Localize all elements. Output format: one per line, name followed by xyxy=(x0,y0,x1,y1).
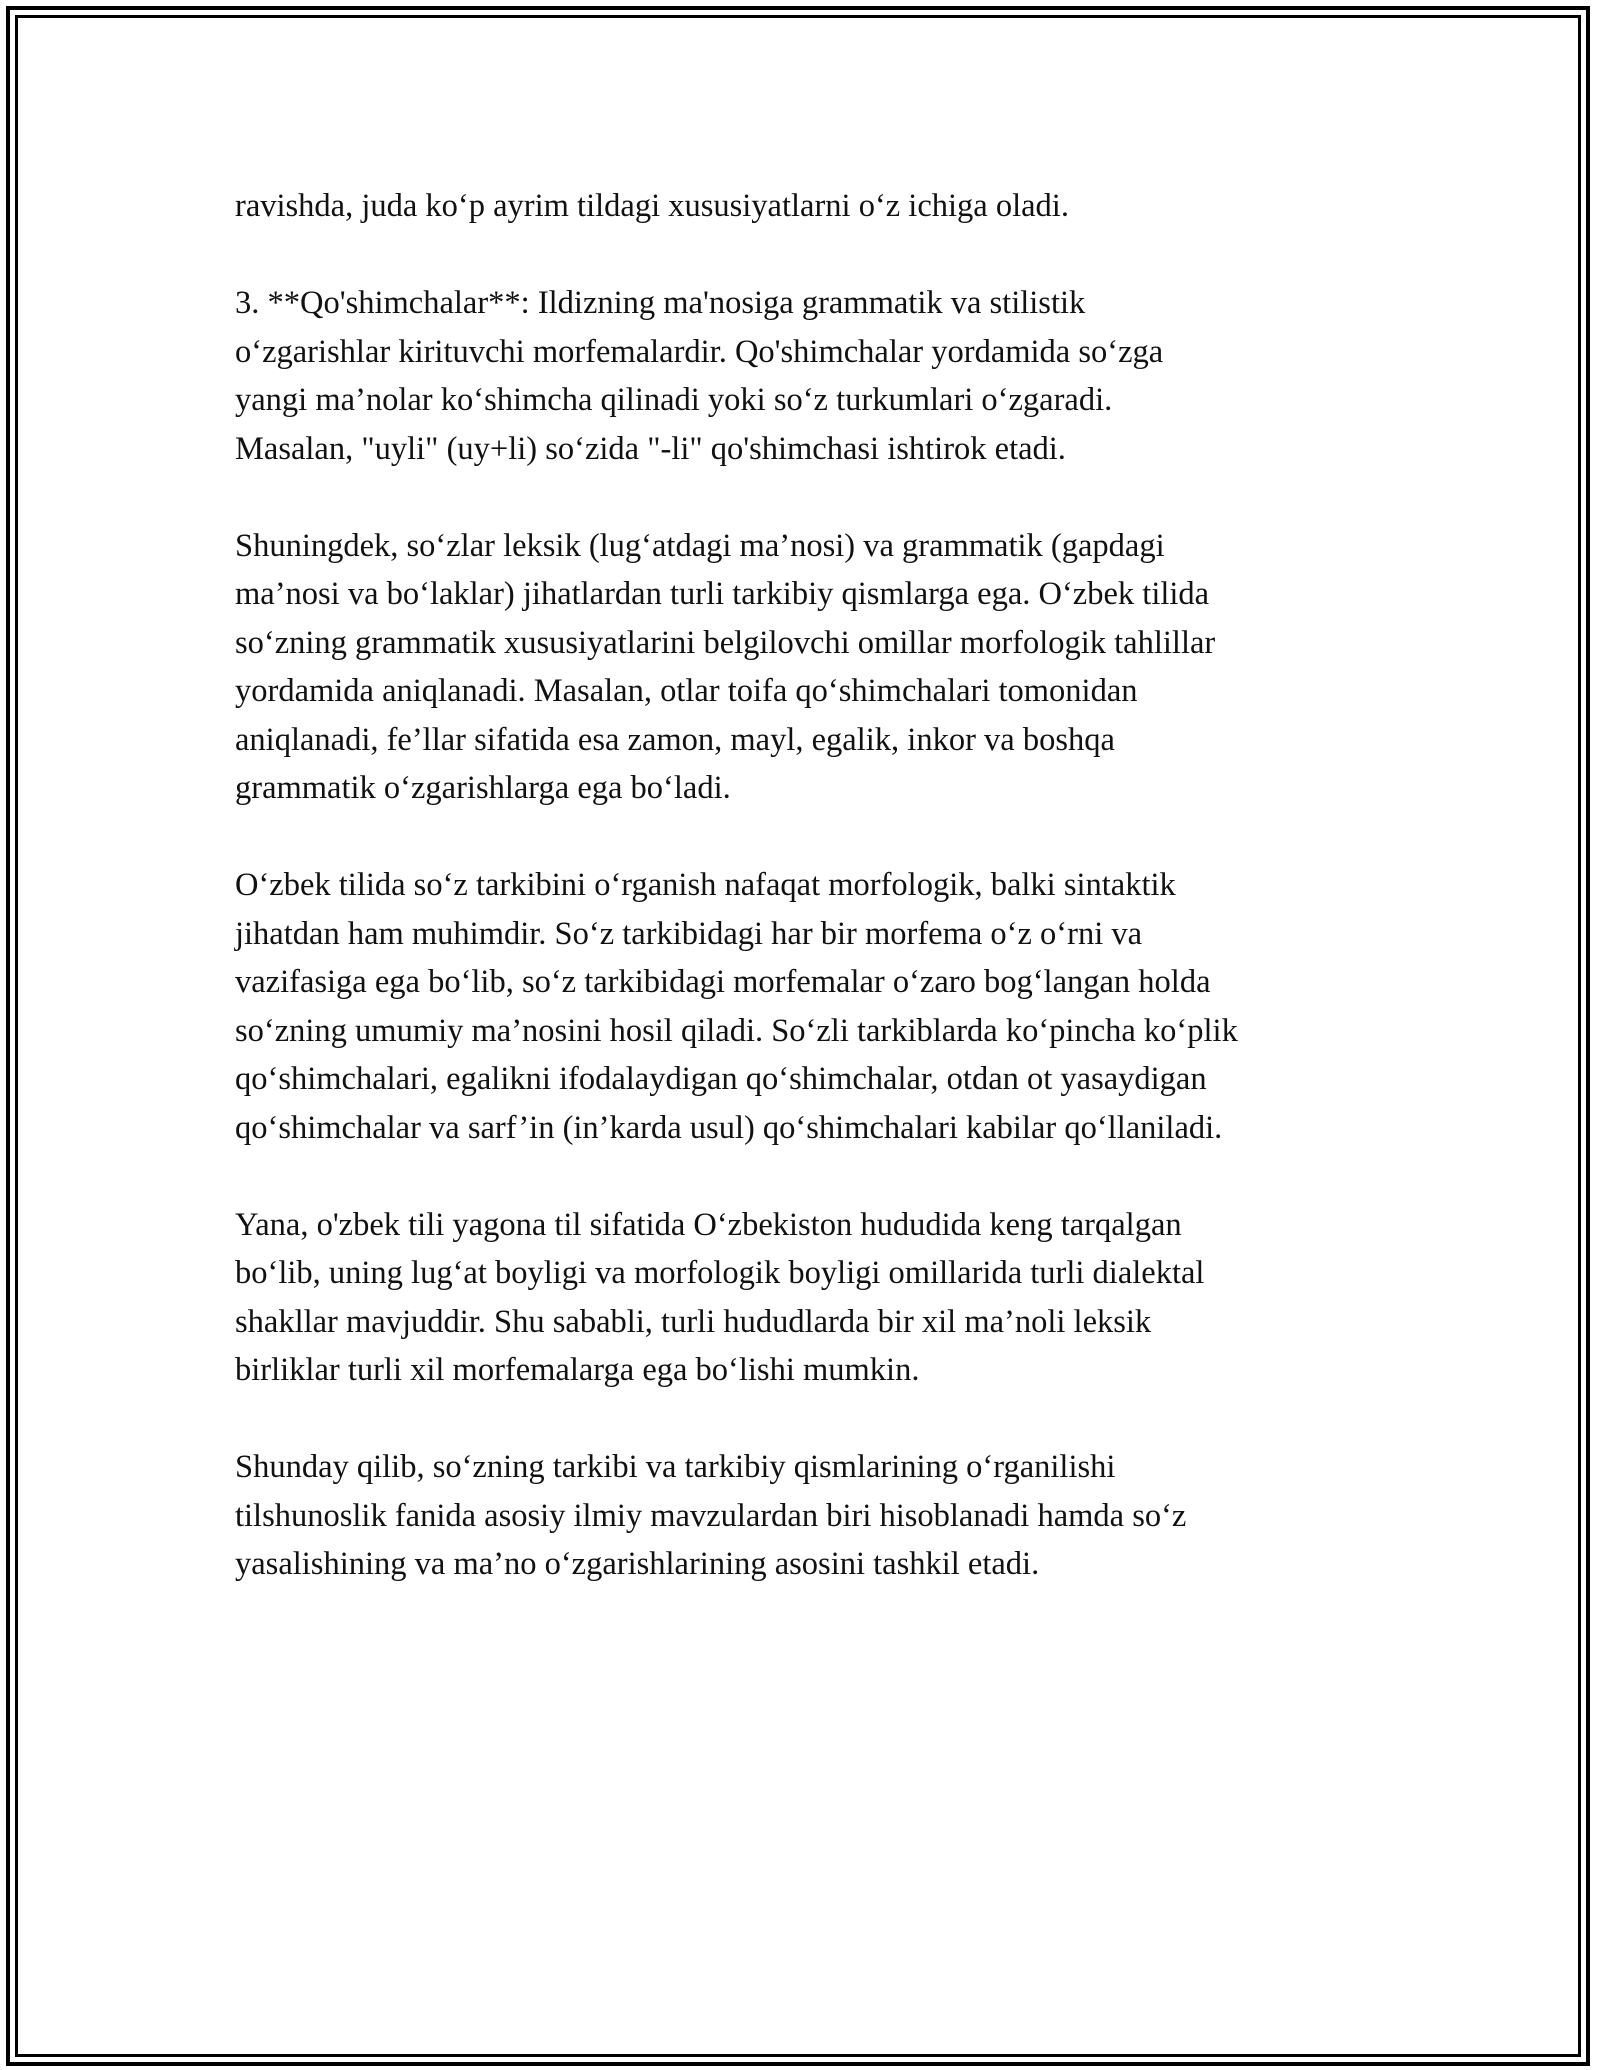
paragraph-ozbek-tilida: O‘zbek tilida so‘z tarkibini o‘rganish nafaqat morfologik, balki sintaktik jihatdan ham muhimdir. So‘z tarkibidagi har bir morfema o‘z o‘rni va vazifasiga ega bo‘lib, so‘z tarkibidagi morfemalar o‘zaro bog‘langan holda so‘zning umumiy ma’nosini hosil qiladi. So‘zli tarkiblarda ko‘pincha ko‘plik qo‘shimchalari, egalikni ifodalaydigan qo‘shimchalar, otdan ot yasaydigan qo‘shimchalar va sarf’in (in’karda usul) qo‘shimchalari kabilar qo‘llaniladi. xyxy=(235,867,1238,1146)
document-body xyxy=(235,182,1395,1589)
paragraph-continuation: ravishda, juda ko‘p ayrim tildagi xususiyatlarni o‘z ichiga oladi. xyxy=(235,188,1069,224)
paragraph-yana: Yana, o'zbek tili yagona til sifatida O‘zbekiston hududida keng tarqalgan bo‘lib, uning lug‘at boyligi va morfologik boyligi omillarida turli dialektal shakllar mavjuddir. Shu sababli, turli hududlarda bir xil ma’noli leksik birliklar turli xil morfemalarga ega bo‘lishi mumkin. xyxy=(235,1206,1205,1388)
paragraph-shuningdek: Shuningdek, so‘zlar leksik (lug‘atdagi ma’nosi) va grammatik (gapdagi ma’nosi va bo‘laklar) jihatlardan turli tarkibiy qismlarga ega. O‘zbek tilida so‘zning grammatik xususiyatlarini belgilovchi omillar morfologik tahlillar yordamida aniqlanadi. Masalan, otlar toifa qo‘shimchalari tomonidan aniqlanadi, fe’llar sifatida esa zamon, mayl, egalik, inkor va boshqa grammatik o‘zgarishlarga ega bo‘ladi. xyxy=(235,527,1216,806)
paragraph-qoshimchalar: 3. **Qo'shimchalar**: Ildizning ma'nosiga grammatik va stilistik o‘zgarishlar kirituvchi morfemalardir. Qo'shimchalar yordamida so‘zga yangi ma’nolar ko‘shimcha qilinadi yoki so‘z turkumlari o‘zgaradi. Masalan, "uyli" (uy+li) so‘zida "-li" qo'shimchasi ishtirok etadi. xyxy=(235,285,1164,467)
paragraph-shunday-qilib: Shunday qilib, so‘zning tarkibi va tarkibiy qismlarining o‘rganilishi tilshunoslik fanida asosiy ilmiy mavzulardan biri hisoblanadi hamda so‘z yasalishining va ma’no o‘zgarishlarining asosini tashkil etadi. xyxy=(235,1449,1187,1582)
